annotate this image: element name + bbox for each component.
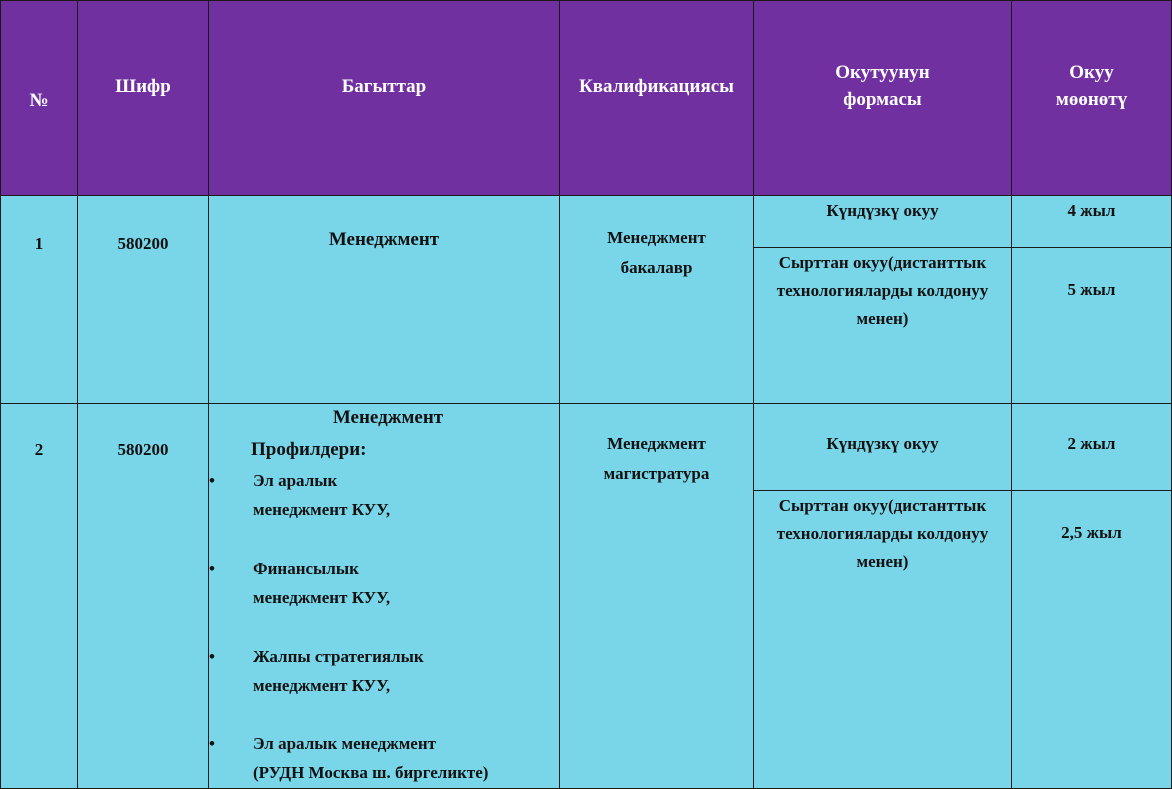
bullet-icon: • — [209, 471, 215, 490]
header-code-cell — [77, 0, 209, 196]
row2-qualification-cell — [559, 403, 754, 789]
row2-code: 580200 — [117, 440, 169, 459]
bullet-icon: • — [209, 647, 215, 666]
profile-line: Эл аралык менеджмент — [253, 734, 436, 753]
row1-qualification-line1: Менеджмент — [607, 228, 706, 247]
header-form-cell — [753, 0, 1012, 196]
row2-num: 2 — [34, 440, 44, 459]
row1-num-cell — [0, 195, 78, 404]
row2-form2-cell — [753, 490, 1012, 789]
row1-direction: Менеджмент — [328, 229, 440, 250]
row2-duration2: 2,5 жыл — [1061, 523, 1122, 542]
header-qualification-cell — [559, 0, 754, 196]
row2-num-cell — [0, 403, 78, 789]
row1-direction-cell — [208, 195, 560, 404]
profile-line: менеджмент КУУ, — [253, 500, 391, 519]
row1-code-cell — [77, 195, 209, 404]
row1-qualification-line2: бакалавр — [620, 258, 693, 277]
profile-line: менеджмент КУУ, — [253, 676, 391, 695]
profile-line: (РУДН Москва ш. биргеликте) — [253, 763, 489, 782]
profile-line: менеджмент КУУ, — [253, 588, 391, 607]
row1-code: 580200 — [117, 234, 169, 253]
row2-form2-line3: менен) — [856, 552, 909, 571]
row2-form1-line1: Күндүзкү окуу — [826, 434, 939, 453]
bullet-icon: • — [209, 559, 215, 578]
header-direction: Багыттар — [341, 76, 427, 97]
header-form-line1: Окутуунун — [835, 62, 930, 83]
row1-form2-line2: технологияларды колдонуу — [776, 281, 989, 300]
header-duration-cell — [1011, 0, 1172, 196]
row2-form2-line1: Сырттан окуу(дистанттык — [778, 496, 987, 515]
row1-duration2: 5 жыл — [1067, 280, 1116, 299]
row2-duration1-cell — [1011, 403, 1172, 491]
header-code: Шифр — [115, 76, 171, 97]
row1-duration1: 4 жыл — [1067, 201, 1116, 220]
profile-line: Финансылык — [253, 559, 359, 578]
row1-form2-line3: менен) — [856, 309, 909, 328]
row1-form2-cell — [753, 247, 1012, 404]
header-duration-line1: Окуу — [1069, 62, 1114, 83]
row2-direction: Менеджмент — [332, 407, 444, 428]
row2-direction-cell — [208, 403, 560, 789]
row2-form2-line2: технологияларды колдонуу — [776, 524, 989, 543]
row2-duration1: 2 жыл — [1067, 434, 1116, 453]
profile-line: Жалпы стратегиялык — [253, 647, 424, 666]
row2-duration2-cell — [1011, 490, 1172, 789]
row2-qualification-line2: магистратура — [603, 464, 710, 483]
header-num-cell — [0, 0, 78, 196]
row1-num: 1 — [34, 234, 44, 253]
header-duration-line2: мөөнөтү — [1055, 89, 1128, 110]
row1-form2-line1: Сырттан окуу(дистанттык — [778, 253, 987, 272]
row2-form1-cell — [753, 403, 1012, 491]
row2-profiles-label: Профилдери: — [251, 439, 367, 460]
header-qualification: Квалификациясы — [578, 76, 734, 97]
header-direction-cell — [208, 0, 560, 196]
header-form-line2: формасы — [843, 89, 922, 110]
bullet-icon: • — [209, 734, 215, 753]
row1-duration1-cell — [1011, 195, 1172, 248]
profile-line: Эл аралык — [253, 471, 338, 490]
header-num: № — [29, 90, 49, 111]
row1-qualification-cell — [559, 195, 754, 404]
row2-code-cell — [77, 403, 209, 789]
row1-form1-cell — [753, 195, 1012, 248]
row1-duration2-cell — [1011, 247, 1172, 404]
row2-qualification-line1: Менеджмент — [607, 434, 706, 453]
row1-form1-line1: Күндүзкү окуу — [826, 201, 939, 220]
